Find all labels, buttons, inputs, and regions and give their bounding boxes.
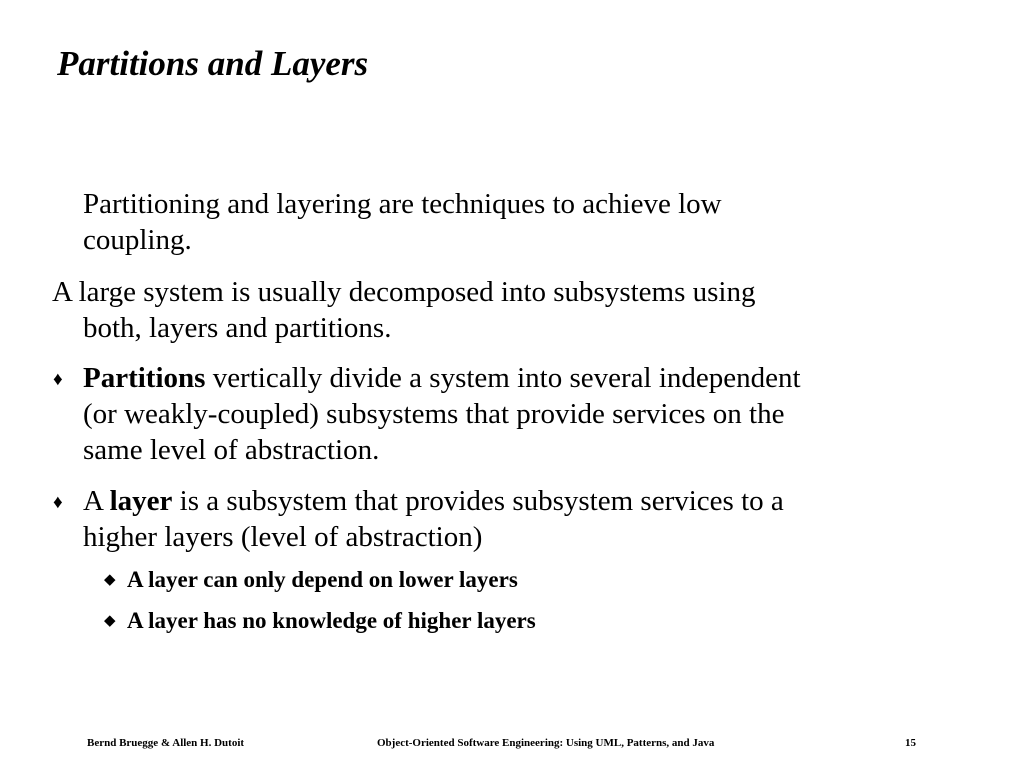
layer-line-1 [83,483,784,519]
intro-line-2: coupling. [83,224,192,256]
sub-bullet-diamond-icon: ◆ [104,572,116,588]
footer-book-title: Object-Oriented Software Engineering: Using UML, Patterns, and Java [377,737,715,749]
partitions-term: Partitions [83,362,206,394]
sub-bullet-diamond-icon: ◆ [104,613,116,629]
sub-item-no-knowledge-higher: A layer has no knowledge of higher layers [127,608,536,633]
footer-page-number: 15 [905,737,916,749]
large-system-paragraph [52,274,756,346]
slide-title: Partitions and Layers [57,44,369,83]
layer-line-1-rest: is a subsystem that provides subsystem services to a [172,485,784,517]
large-system-line-1: A large system is usually decomposed into subsystems using [52,276,756,308]
bullet-diamond-icon: ♦ [53,369,63,390]
partitions-line-2: (or weakly-coupled) subsystems that provide services on the [83,398,785,430]
partitions-bullet-item [83,360,801,468]
large-system-line-2: both, layers and partitions. [83,312,392,344]
partitions-line-1-rest: vertically divide a system into several independent [205,362,801,394]
layer-line-2: higher layers (level of abstraction) [83,521,483,553]
layer-bullet-item [83,483,784,555]
sub-item-depend-lower: A layer can only depend on lower layers [127,567,518,592]
partitions-line-3: same level of abstraction. [83,434,380,466]
layer-term: layer [109,485,173,517]
layer-line-1-prefix: A [83,485,110,517]
partitions-line-1 [83,360,801,396]
intro-line-1: Partitioning and layering are techniques to achieve low [83,188,722,220]
intro-paragraph [83,186,722,258]
bullet-diamond-icon: ♦ [53,492,63,513]
footer-authors: Bernd Bruegge & Allen H. Dutoit [87,737,245,749]
